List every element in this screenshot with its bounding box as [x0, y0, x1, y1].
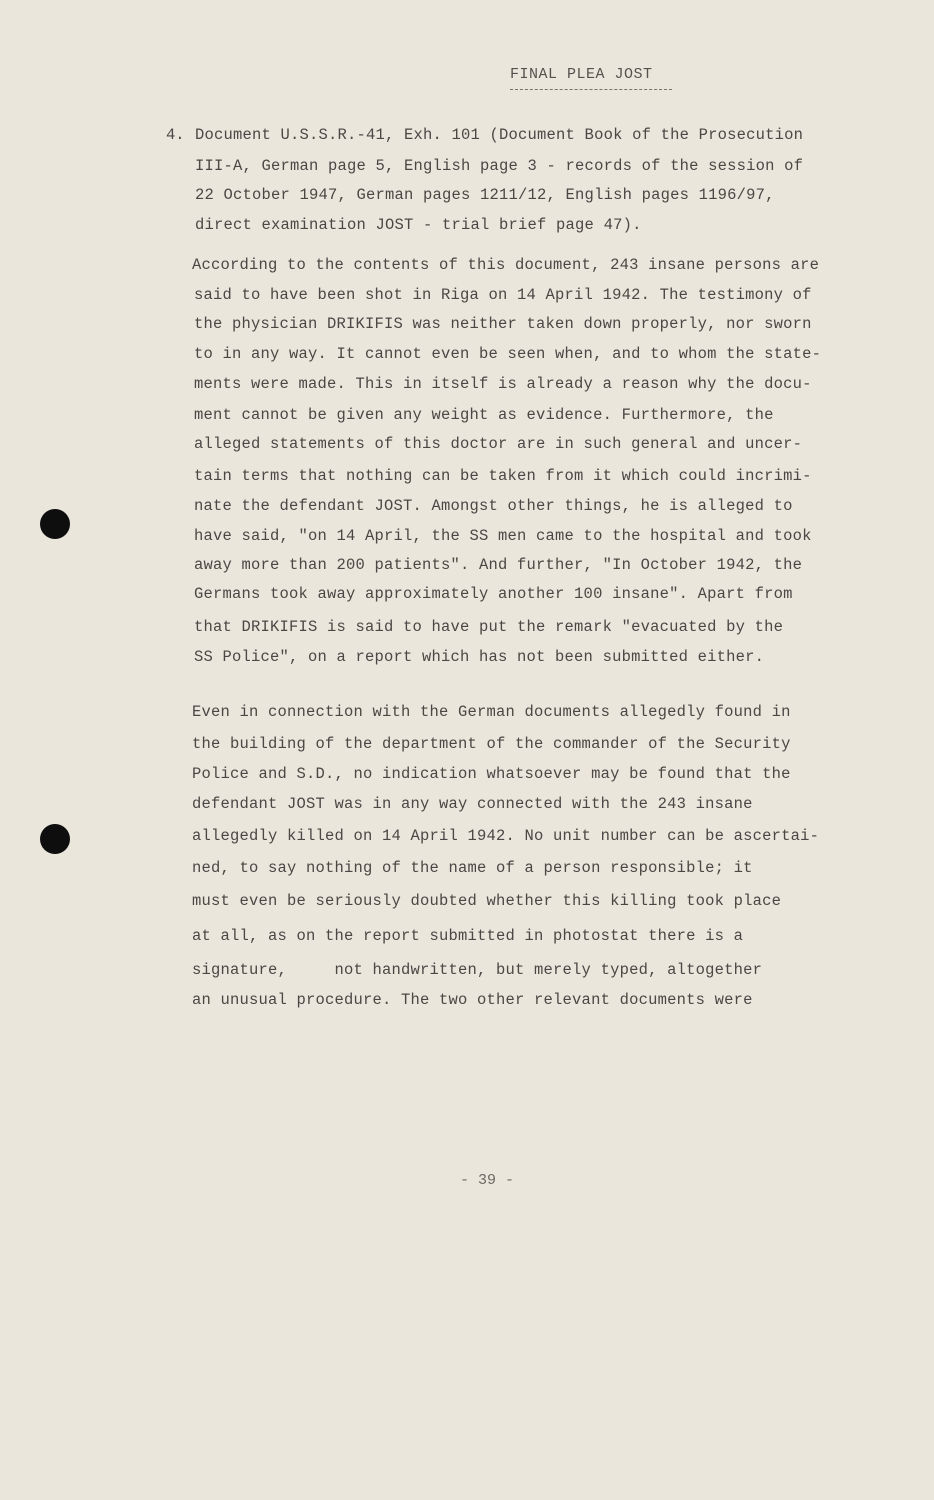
text-line: SS Police", on a report which has not been submitted either. [194, 648, 765, 666]
text-line: Germans took away approximately another 100 insane". Apart from [194, 585, 793, 603]
text-line: said to have been shot in Riga on 14 April 1942. The testimony of [194, 286, 812, 304]
text-line: away more than 200 patients". And further, "In October 1942, the [194, 556, 803, 574]
page-header-title: FINAL PLEA JOST [510, 66, 653, 83]
text-line: According to the contents of this document, 243 insane persons are [192, 256, 820, 274]
text-line: ments were made. This in itself is already a reason why the docu- [194, 375, 812, 393]
text-line: the physician DRIKIFIS was neither taken down properly, nor sworn [194, 315, 812, 333]
text-line: Police and S.D., no indication whatsoever may be found that the [192, 765, 791, 783]
text-line: 22 October 1947, German pages 1211/12, English pages 1196/97, [195, 186, 775, 204]
item-number: 4. [166, 126, 185, 144]
text-line: to in any way. It cannot even be seen when, and to whom the state- [194, 345, 822, 363]
text-line: the building of the department of the commander of the Security [192, 735, 791, 753]
text-line: nate the defendant JOST. Amongst other things, he is alleged to [194, 497, 793, 515]
header-underline [510, 89, 672, 90]
text-line: have said, "on 14 April, the SS men came to the hospital and took [194, 527, 812, 545]
text-line: ned, to say nothing of the name of a person responsible; it [192, 859, 753, 877]
text-line: allegedly killed on 14 April 1942. No unit number can be ascertai- [192, 827, 820, 845]
punch-hole [40, 509, 70, 539]
text-line: at all, as on the report submitted in photostat there is a [192, 927, 744, 945]
text-line: defendant JOST was in any way connected with the 243 insane [192, 795, 753, 813]
text-line: III-A, German page 5, English page 3 - records of the session of [195, 157, 804, 175]
text-line: tain terms that nothing can be taken from it which could incrimi- [194, 467, 812, 485]
text-line: direct examination JOST - trial brief page 47). [195, 216, 642, 234]
text-line: Even in connection with the German documents allegedly found in [192, 703, 791, 721]
text-line: that DRIKIFIS is said to have put the remark "evacuated by the [194, 618, 784, 636]
text-line: an unusual procedure. The two other relevant documents were [192, 991, 753, 1009]
text-line: signature, not handwritten, but merely typed, altogether [192, 961, 763, 979]
punch-hole [40, 824, 70, 854]
text-line: ment cannot be given any weight as evidence. Furthermore, the [194, 406, 774, 424]
text-line: alleged statements of this doctor are in such general and uncer- [194, 435, 803, 453]
text-line: Document U.S.S.R.-41, Exh. 101 (Document Book of the Prosecution [195, 126, 804, 144]
page-number: - 39 - [460, 1172, 515, 1189]
text-line: must even be seriously doubted whether this killing took place [192, 892, 782, 910]
